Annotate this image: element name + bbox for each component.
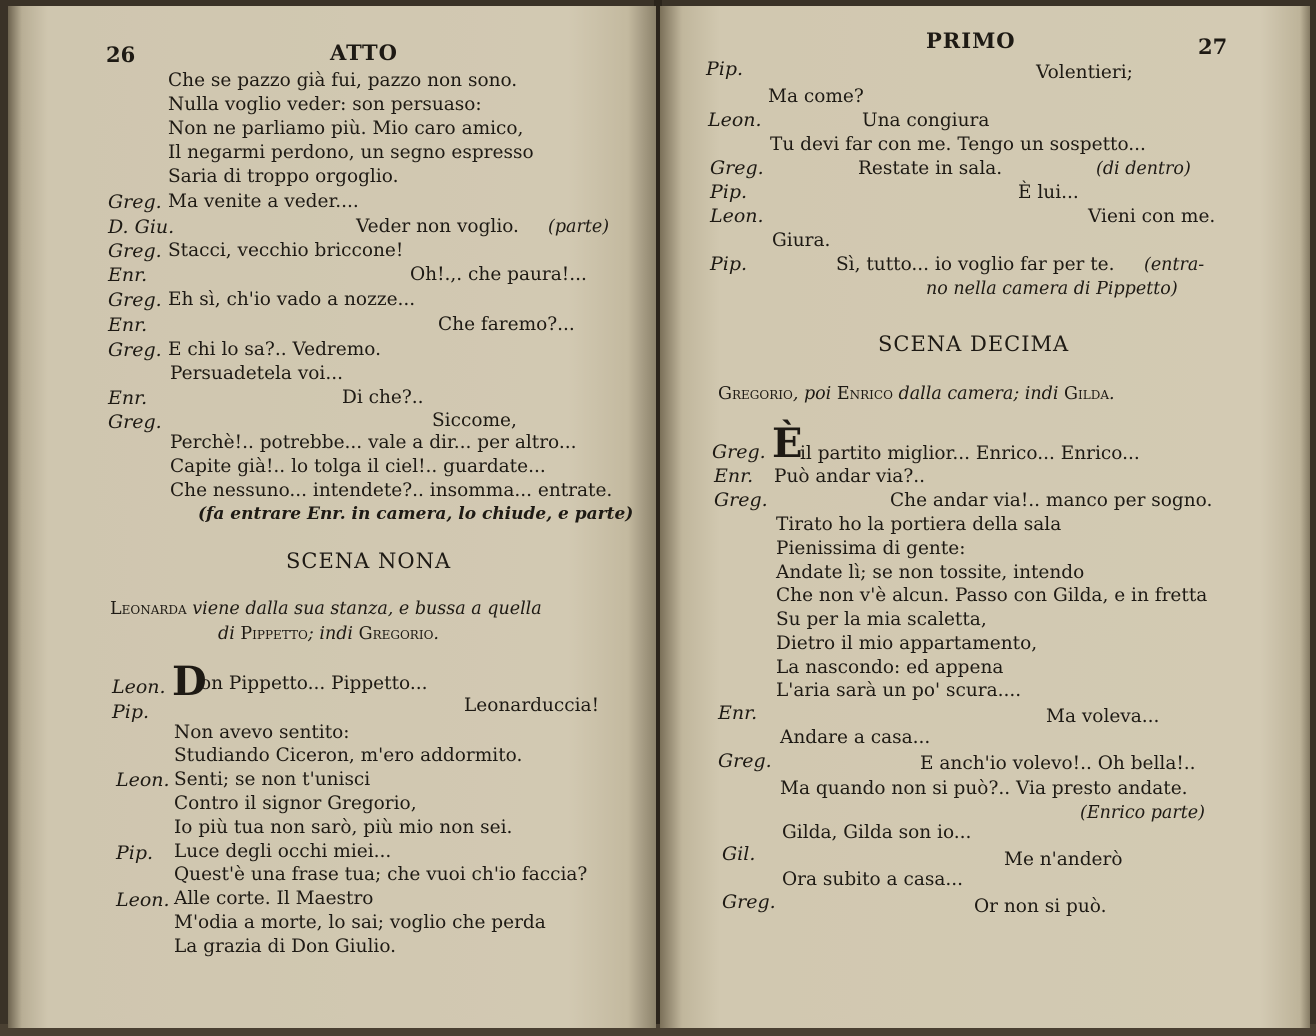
scene-description xyxy=(718,386,1115,404)
verse-line: Stacci, vecchio briccone! xyxy=(168,240,404,261)
verse-line: Volentieri; xyxy=(1036,62,1133,83)
verse-line: E chi lo sa?.. Vedremo. xyxy=(168,339,381,360)
speaker: Greg. xyxy=(714,489,768,511)
verse-line: Che se pazzo già fui, pazzo non sono. xyxy=(168,70,518,91)
verse-line: Dietro il mio appartamento, xyxy=(776,633,1038,654)
speaker: Greg. xyxy=(712,441,766,463)
speaker: D. Giu. xyxy=(108,216,175,238)
verse-line: Saria di troppo orgoglio. xyxy=(168,166,399,187)
speaker: Pip. xyxy=(116,842,154,864)
verse-line: Di che?.. xyxy=(342,387,424,408)
verse-line: Ma voleva... xyxy=(1046,706,1160,727)
stage-direction: no nella camera di Pippetto) xyxy=(926,279,1178,299)
speaker: Enr. xyxy=(108,264,148,286)
scene-description-text: viene dalla sua stanza, e bussa a quella xyxy=(192,599,542,619)
verse-line: La grazia di Don Giulio. xyxy=(174,936,397,957)
scene-description xyxy=(110,601,542,619)
verse-line: Su per la mia scaletta, xyxy=(776,609,987,630)
verse-line: Non ne parliamo più. Mio caro amico, xyxy=(168,118,524,139)
verse-line: E anch'io volevo!.. Oh bella!.. xyxy=(920,753,1196,774)
verse-line: Quest'è una frase tua; che vuoi ch'io faccia? xyxy=(174,864,588,885)
speaker: Greg. xyxy=(108,339,162,361)
verse-line: Sì, tutto... io voglio far per te. xyxy=(836,254,1115,275)
scene-description-text: , poi xyxy=(792,384,832,404)
verse-line: Tirato ho la portiera della sala xyxy=(776,514,1062,535)
verse-line: Pienissima di gente: xyxy=(776,538,966,559)
scene-description-text: . xyxy=(1109,384,1115,404)
speaker: Enr. xyxy=(718,702,758,724)
verse-line: Ma come? xyxy=(768,86,864,107)
verse-line: Me n'anderò xyxy=(1004,849,1123,870)
running-head: ATTO xyxy=(330,40,398,65)
verse-line: Ma quando non si può?.. Via presto andate. xyxy=(780,778,1188,799)
verse-line: Siccome, xyxy=(432,410,517,431)
verse-line: Studiando Ciceron, m'ero addormito. xyxy=(174,745,523,766)
verse-line: Perchè!.. potrebbe... vale a dir... per altro... xyxy=(170,432,577,453)
scene-description xyxy=(218,626,439,644)
page-number: 26 xyxy=(106,42,136,67)
scene-heading: SCENA NONA xyxy=(286,549,452,573)
speaker: Leon. xyxy=(710,205,764,227)
verse-line: Luce degli occhi miei... xyxy=(174,841,392,862)
verse-line: Giura. xyxy=(772,230,831,251)
character-name: Gilda xyxy=(1064,384,1110,404)
drop-capital: D xyxy=(172,658,207,705)
speaker: Pip. xyxy=(710,181,748,203)
speaker: Leon. xyxy=(708,109,762,131)
speaker: Leon. xyxy=(116,889,170,911)
stage-direction: (fa entrare Enr. in camera, lo chiude, e parte) xyxy=(198,504,634,524)
speaker: Greg. xyxy=(710,157,764,179)
verse-line: Senti; se non t'unisci xyxy=(174,769,371,790)
verse-line: Che nessuno... intendete?.. insomma... entrate. xyxy=(170,480,613,501)
verse-line: L'aria sarà un po' scura.... xyxy=(776,680,1022,701)
speaker: Greg. xyxy=(108,411,162,433)
verse-line: Ora subito a casa... xyxy=(782,869,964,890)
scene-description-text: dalla camera; indi xyxy=(898,384,1059,404)
verse-line: Vieni con me. xyxy=(1088,206,1216,227)
verse-line: Il negarmi perdono, un segno espresso xyxy=(168,142,534,163)
verse-line: Che andar via!.. manco per sogno. xyxy=(890,490,1213,511)
verse-line: Andare a casa... xyxy=(780,727,931,748)
verse-line: Gilda, Gilda son io... xyxy=(782,822,972,843)
stage-direction: (di dentro) xyxy=(1096,159,1191,179)
speaker: Pip. xyxy=(112,701,150,723)
verse-line: Alle corte. Il Maestro xyxy=(174,888,374,909)
scene-description-text: . xyxy=(433,624,439,644)
verse-line: Eh sì, ch'io vado a nozze... xyxy=(168,289,416,310)
verse-line: Restate in sala. xyxy=(858,158,1003,179)
stage-direction: (entra- xyxy=(1144,255,1205,275)
verse-line: Leonarduccia! xyxy=(464,695,600,716)
verse-line: Che non v'è alcun. Passo con Gilda, e in fretta xyxy=(776,585,1208,606)
verse-line: La nascondo: ed appena xyxy=(776,657,1004,678)
stage-direction: (parte) xyxy=(548,217,610,237)
verse-line: Oh!.,. che paura!... xyxy=(410,264,587,285)
speaker: Greg. xyxy=(108,289,162,311)
verse-line: Nulla voglio veder: son persuaso: xyxy=(168,94,482,115)
scene-heading: SCENA DECIMA xyxy=(878,332,1070,356)
speaker: Pip. xyxy=(706,58,744,80)
verse-line: Andate lì; se non tossite, intendo xyxy=(776,562,1085,583)
verse-line: Veder non voglio. xyxy=(356,216,519,237)
verse-line: M'odia a morte, lo sai; voglio che perda xyxy=(174,912,546,933)
character-name: Leonarda xyxy=(110,599,187,619)
verse-line: on Pippetto... Pippetto... xyxy=(200,673,428,694)
speaker: Enr. xyxy=(108,314,148,336)
drop-capital: È xyxy=(772,420,803,467)
character-name: Gregorio xyxy=(718,384,793,404)
character-name: Gregorio xyxy=(358,624,434,644)
verse-line: Capite già!.. lo tolga il ciel!.. guardate... xyxy=(170,456,546,477)
verse-line: Può andar via?.. xyxy=(774,466,925,487)
verse-line: Persuadetela voi... xyxy=(170,363,343,384)
stage-direction: (Enrico parte) xyxy=(1080,803,1205,823)
character-name: Pippetto xyxy=(240,624,308,644)
verse-line: Contro il signor Gregorio, xyxy=(174,793,417,814)
verse-line: Che faremo?... xyxy=(438,314,575,335)
speaker: Enr. xyxy=(108,387,148,409)
left-page xyxy=(8,6,656,1028)
verse-line: È lui... xyxy=(1018,182,1079,203)
page-number: 27 xyxy=(1198,34,1228,59)
right-page xyxy=(660,6,1310,1028)
verse-line: Or non si può. xyxy=(974,896,1107,917)
verse-line: Io più tua non sarò, più mio non sei. xyxy=(174,817,513,838)
speaker: Greg. xyxy=(108,191,162,213)
verse-line: Ma venite a veder.... xyxy=(168,191,359,212)
verse-line: Non avevo sentito: xyxy=(174,722,350,743)
character-name: Enrico xyxy=(836,384,893,404)
speaker: Pip. xyxy=(710,253,748,275)
speaker: Greg. xyxy=(718,750,772,772)
speaker: Leon. xyxy=(116,769,170,791)
scene-description-text: ; indi xyxy=(307,624,354,644)
running-head: PRIMO xyxy=(926,28,1016,53)
scene-description-text: di xyxy=(218,624,235,644)
speaker: Greg. xyxy=(108,240,162,262)
verse-line: Una congiura xyxy=(862,110,990,131)
speaker: Greg. xyxy=(722,891,776,913)
verse-line: Tu devi far con me. Tengo un sospetto... xyxy=(770,134,1146,155)
speaker: Leon. xyxy=(112,676,166,698)
speaker: Gil. xyxy=(722,843,756,865)
verse-line: il partito miglior... Enrico... Enrico... xyxy=(800,443,1140,464)
speaker: Enr. xyxy=(714,465,754,487)
